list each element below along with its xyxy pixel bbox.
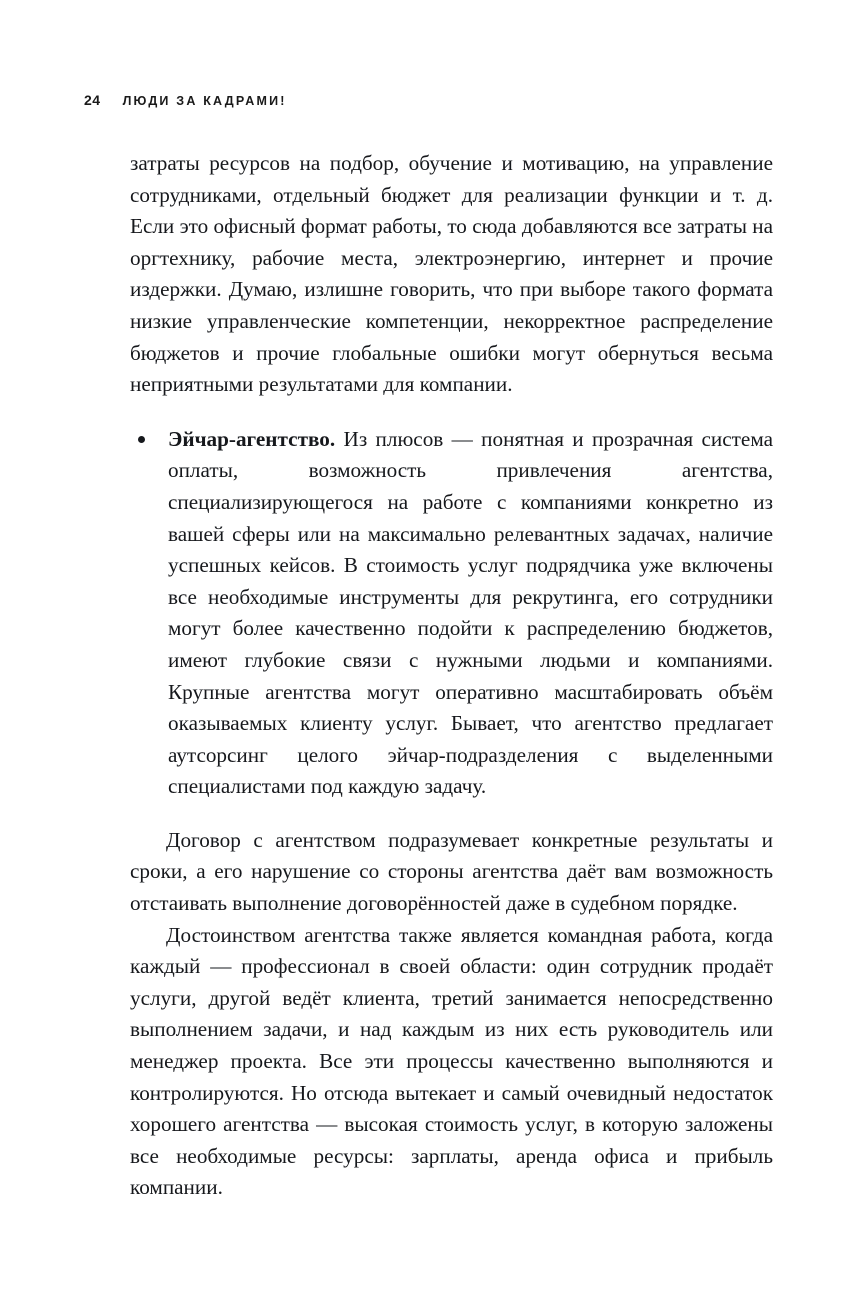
paragraph-teamwork: Достоинством агентства также является командная работа, когда каждый — профессионал в своей области: один сотрудник продаёт услуги, другой ведёт клиента, третий занимается непосредственно выполнением задачи, и над каждым из них есть руководитель или менеджер проекта. Все эти процессы качественно выполняются и контролируются. Но отсюда вытекает и самый очевидный недостаток хорошего агентства — высокая стоимость услуг, в которую заложены все необходимые ресурсы: зарплаты, аренда офиса и прибыль компании. <box>130 922 773 1200</box>
list-item-body: Из плюсов — понятная и прозрачная система оплаты, возможность привлечения агентства, специализирующегося на работе с компаниями конкретно из вашей сферы или на максимально релевантных задачах, наличие успешных кейсов. В стоимость услуг подрядчика уже включены все необходимые инструменты для рекрутинга, его сотрудники могут более качественно подойти к распределению бюджетов, имеют глубокие связи с нужными людьми и компаниями. Крупные агентства могут оперативно масштабировать объём оказываемых клиенту услуг. Бывает, что агентство предлагает аутсорсинг целого эйчар-подразделения с выделенными специалистами под каждую задачу. <box>168 426 773 799</box>
running-head <box>84 92 287 108</box>
bullet-dot-icon <box>138 436 145 443</box>
paragraph-contract: Договор с агентством подразумевает конкретные результаты и сроки, а его нарушение со стороны агентства даёт вам возможность отстаивать выполнение договорённостей даже в судебном порядке. <box>130 827 773 916</box>
running-head-title: ЛЮДИ ЗА КАДРАМИ! <box>122 94 287 108</box>
list-item <box>130 424 773 803</box>
text-column <box>130 148 773 1204</box>
page-number: 24 <box>84 92 101 108</box>
list-item-lead-in: Эйчар-агентство. <box>168 426 336 451</box>
paragraph-continued: затраты ресурсов на подбор, обучение и мотивацию, на управление сотрудниками, отдельный бюджет для реализации функции и т. д. Если это офисный формат работы, то сюда добавляются все затраты на оргтехнику, рабочие места, электроэнергию, интернет и прочие издержки. Думаю, излишне говорить, что при выборе такого формата низкие управленческие компетенции, некорректное распределение бюджетов и прочие глобальные ошибки могут обернуться весьма неприятными результатами для компании. <box>130 151 773 397</box>
list-item-text <box>168 424 773 803</box>
